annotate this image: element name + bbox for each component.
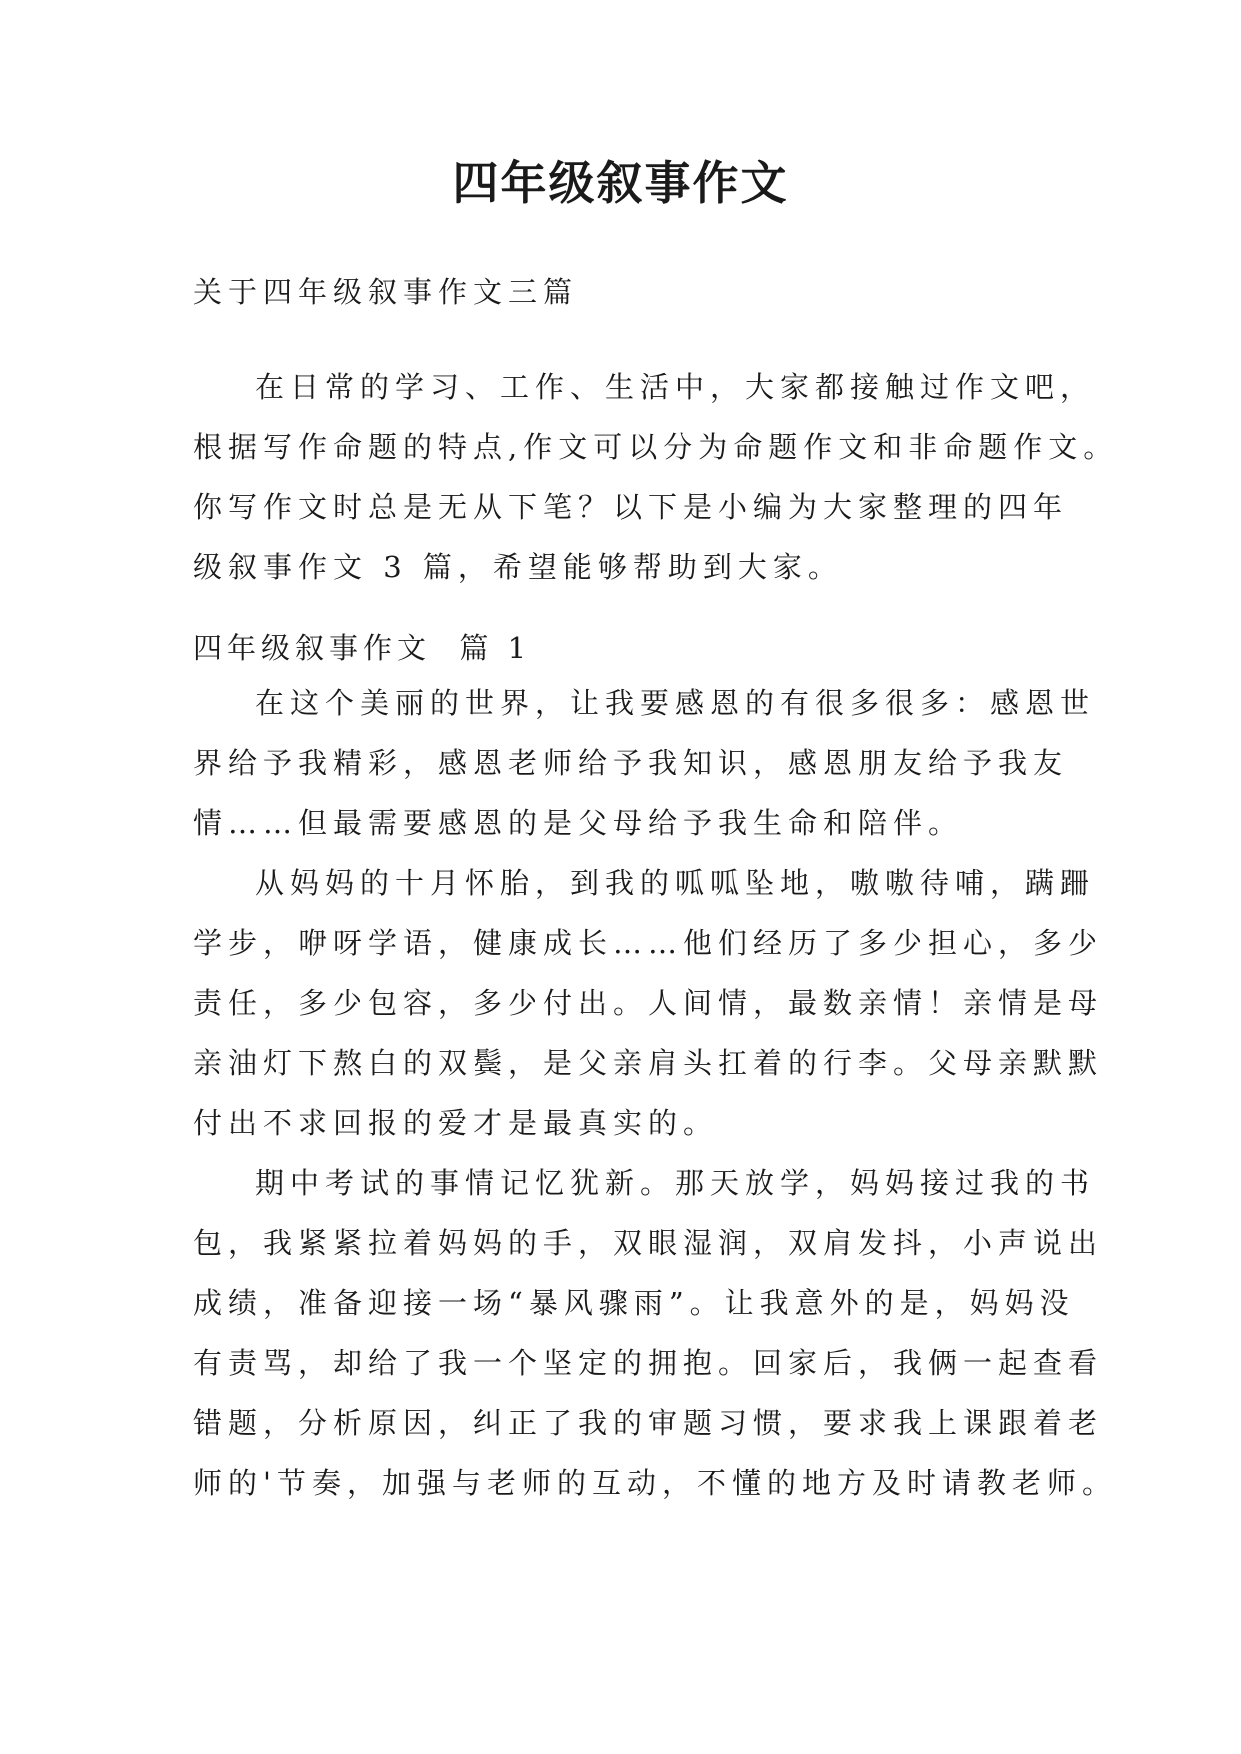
intro-line-1: 在日常的学习、工作、生活中，大家都接触过作文吧，	[255, 370, 1096, 404]
paragraph3-line-6: 师的'节奏，加强与老师的互动，不懂的地方及时请教老师。	[193, 1466, 1117, 1500]
paragraph3-line-3: 成绩，准备迎接一场“暴风骤雨”。让我意外的是，妈妈没	[193, 1286, 1075, 1320]
paragraph1-line-1: 在这个美丽的世界，让我要感恩的有很多很多：感恩世	[255, 686, 1096, 720]
intro-line-3: 你写作文时总是无从下笔？以下是小编为大家整理的四年	[193, 490, 1069, 524]
paragraph3-line-2: 包，我紧紧拉着妈妈的手，双眼湿润，双肩发抖，小声说出	[193, 1226, 1104, 1260]
paragraph2-line-1: 从妈妈的十月怀胎，到我的呱呱坠地，嗷嗷待哺，蹒跚	[255, 866, 1096, 900]
subtitle-line: 关于四年级叙事作文三篇	[193, 275, 579, 309]
document-title: 四年级叙事作文	[452, 156, 789, 210]
section-heading	[193, 618, 1058, 678]
intro-line-4: 级叙事作文 3 篇，希望能够帮助到大家。	[193, 550, 843, 584]
paragraph2-line-3: 责任，多少包容，多少付出。人间情，最数亲情！亲情是母	[193, 986, 1104, 1020]
paragraph3-line-4: 有责骂，却给了我一个坚定的拥抱。回家后，我俩一起查看	[193, 1346, 1104, 1380]
paragraph2-line-4: 亲油灯下熬白的双鬓，是父亲肩头扛着的行李。父母亲默默	[193, 1046, 1104, 1080]
paragraph2-line-2: 学步，咿呀学语，健康成长……他们经历了多少担心，多少	[193, 926, 1104, 960]
section-heading-text: 四年级叙事作文 篇 1	[193, 631, 532, 665]
paragraph3-line-1: 期中考试的事情记忆犹新。那天放学，妈妈接过我的书	[255, 1166, 1096, 1200]
intro-line-2: 根据写作命题的特点,作文可以分为命题作文和非命题作文。	[193, 430, 1119, 464]
body-paragraph-2	[193, 853, 1104, 1153]
body-paragraph-1	[193, 673, 1096, 853]
intro-paragraph	[193, 357, 1119, 597]
paragraph1-line-2: 界给予我精彩，感恩老师给予我知识，感恩朋友给予我友	[193, 746, 1069, 780]
paragraph2-line-5: 付出不求回报的爱才是最真实的。	[193, 1106, 719, 1140]
body-paragraph-3	[193, 1153, 1117, 1513]
paragraph3-line-5: 错题，分析原因，纠正了我的审题习惯，要求我上课跟着老	[193, 1406, 1104, 1440]
document-subtitle	[193, 262, 1058, 322]
paragraph1-line-3: 情……但最需要感恩的是父母给予我生命和陪伴。	[193, 806, 964, 840]
